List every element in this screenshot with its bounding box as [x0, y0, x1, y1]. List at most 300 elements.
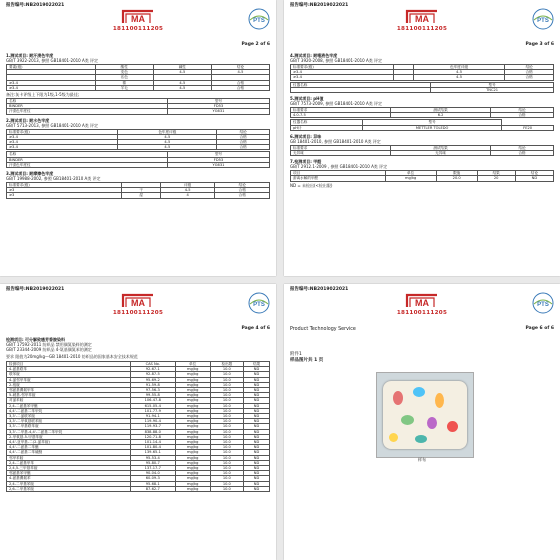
table-cell: 2,4-二甲基苯胺	[7, 481, 131, 486]
result-table	[6, 64, 270, 91]
table-cell: 20	[477, 176, 515, 181]
table-cell: 10.0	[210, 372, 244, 377]
cma-mark-icon	[120, 8, 156, 26]
section-title: 5.测试项目: pH值	[290, 96, 324, 102]
table-cell: 2,4,5-三甲基苯胺	[7, 466, 131, 471]
note: 备注:灰卡评级上下限为1级,1-5级为最佳;	[6, 92, 80, 98]
table-cell: mg/kg	[175, 440, 210, 445]
table-cell: 3,3'-二甲基-4,4'-二氨基二苯甲烷	[7, 429, 131, 434]
table-cell: 4-5	[153, 80, 211, 85]
table-cell: 干	[122, 188, 160, 193]
table-row	[291, 113, 554, 118]
table-cell: ≥3-4	[7, 134, 118, 139]
table-cell: ND	[244, 382, 270, 387]
cma-logo	[108, 292, 168, 316]
table-cell: mg/kg	[175, 398, 210, 403]
table-cell: 120-71-8	[130, 434, 175, 439]
table-cell: 10.0	[210, 440, 244, 445]
table-cell: mg/kg	[175, 429, 210, 434]
table-row	[7, 85, 270, 90]
table-cell: mg/kg	[385, 176, 436, 181]
table-cell: 2,4-二氨基甲苯	[7, 460, 131, 465]
table-cell: 2-甲氧基-5-甲基苯胺	[7, 434, 131, 439]
table-cell: 2,4-二氨基苯甲醚	[7, 403, 131, 408]
item-name: 检测项目: 可分解致癌芳香胺染料	[6, 337, 65, 342]
report-page-2	[0, 0, 276, 276]
table-cell: 4,4'-亚甲基-二(2-氯苯胺)	[7, 440, 131, 445]
svg-text:PTS: PTS	[253, 302, 265, 308]
table-cell: ≥3	[7, 193, 122, 198]
table-cell: 4,4'-二氨基二苯甲烷	[7, 408, 131, 413]
print-motif	[435, 393, 444, 408]
table-cell: 邻甲苯胺	[7, 455, 131, 460]
svg-text:PTS: PTS	[537, 302, 549, 308]
section-title: 2.测试项目: 耐水色牢度	[6, 117, 50, 123]
table-cell: 碱性	[153, 65, 211, 70]
table-cell: 4-5	[153, 70, 211, 75]
table-cell: mg/kg	[175, 377, 210, 382]
table-cell: 色牢度评级	[118, 129, 217, 134]
print-motif	[413, 387, 425, 397]
table-cell: METTLER TOLEDO	[362, 125, 501, 130]
table-cell: 95-53-4	[130, 455, 175, 460]
table-cell: 10.0	[210, 455, 244, 460]
table-cell: TNC21	[431, 87, 554, 92]
table-cell: ND	[244, 440, 270, 445]
table-cell: 106-47-8	[130, 398, 175, 403]
table-cell: 结论	[505, 65, 554, 70]
table-cell: 项目	[291, 171, 386, 176]
table-cell: ND	[244, 460, 270, 465]
table-cell: 10.0	[210, 450, 244, 455]
table-cell: 10.0	[210, 486, 244, 491]
table-row	[291, 176, 554, 181]
table-cell: 119-93-7	[130, 424, 175, 429]
table-cell: 型号	[362, 120, 501, 125]
result-table	[6, 182, 270, 199]
section-title: 4.测试项目: 耐唾液色牢度	[290, 53, 338, 58]
table-cell: 4	[160, 193, 215, 198]
page-body	[6, 50, 270, 200]
table-cell: mg/kg	[175, 476, 210, 481]
table-cell: 4-5	[160, 188, 215, 193]
table-cell: 结论	[491, 145, 554, 150]
pts-logo-icon	[532, 292, 554, 314]
table-cell: mg/kg	[175, 424, 210, 429]
table-cell: 合格	[505, 70, 554, 75]
table-cell: 91-59-8	[130, 382, 175, 387]
table-cell: 邻氨基偶氮甲苯	[7, 388, 131, 393]
table-cell: 无异味	[391, 151, 491, 156]
table-cell: 10.0	[210, 471, 244, 476]
table-cell: FD53	[167, 104, 269, 109]
table-cell: 结果	[477, 171, 515, 176]
table-cell: ND	[244, 398, 270, 403]
cma-mark-icon	[120, 292, 156, 310]
table-cell: 3,3'-二甲氧基联苯胺	[7, 419, 131, 424]
pts-logo-icon	[248, 8, 270, 30]
table-cell: ND	[244, 419, 270, 424]
requirement: 要求 限值为20mg/kg—GB 18401-2010 纺织品的国家基本安全技术规范	[6, 354, 138, 359]
table-cell: ≥3-4	[291, 70, 394, 75]
table-cell: mg/kg	[175, 393, 210, 398]
table-cell: 2-萘胺	[7, 382, 131, 387]
svg-text:PTS: PTS	[253, 18, 265, 24]
table-cell: 139-65-1	[130, 450, 175, 455]
test-method: GB/T 2912.1-2009 , 参照 GB18401-2010 A类 评定	[290, 164, 388, 170]
test-method: GB/T 5713-2013, 参照 GB18401-2010 A类 评定	[6, 122, 98, 128]
table-cell: 6.2	[391, 113, 491, 118]
table-cell: ND	[244, 445, 270, 450]
table-row	[7, 193, 270, 198]
table-cell: ND	[244, 466, 270, 471]
table-cell: 名称	[7, 99, 168, 104]
table-cell: ≥3-4	[7, 85, 96, 90]
table-cell: 游离水解的甲醛	[291, 176, 386, 181]
table-cell: BINDER	[7, 104, 168, 109]
table-cell: 结论	[491, 108, 554, 113]
table-cell: ND	[515, 176, 553, 181]
page-number: Page 6 of 6	[525, 326, 554, 331]
test-method: GB 18401-2010, 参照 GB18401-2010 A类 评定	[290, 138, 381, 144]
table-row	[291, 75, 554, 80]
svg-text:PTS: PTS	[537, 18, 549, 24]
page-number: Page 2 of 6	[241, 42, 270, 47]
test-method: GB/T 3922-2013, 参照 GB18401-2010 A类 评定	[6, 58, 98, 63]
report-page-3	[284, 0, 560, 276]
header-cell: CAS No.	[130, 362, 175, 367]
table-cell: mg/kg	[175, 450, 210, 455]
table-cell: 标准要求(级)	[291, 65, 394, 70]
cma-logo	[108, 8, 168, 32]
table-cell: 测试结果	[391, 145, 491, 150]
table-cell: 10.0	[210, 393, 244, 398]
table-cell: mg/kg	[175, 419, 210, 424]
table-cell: ND	[244, 486, 270, 491]
result-table	[290, 107, 554, 118]
header-cell: 单位	[175, 362, 210, 367]
table-cell: mg/kg	[175, 434, 210, 439]
table-cell: BINDER	[7, 157, 168, 162]
table-cell	[393, 75, 413, 80]
report-number: 报告编号:NB2019022021	[290, 3, 349, 8]
table-cell: mg/kg	[175, 367, 210, 372]
table-cell: 97-56-3	[130, 388, 175, 393]
result-table	[6, 98, 270, 115]
table-cell: 10.0	[210, 382, 244, 387]
table-cell: 92-67-1	[130, 367, 175, 372]
table-cell: 合格	[505, 75, 554, 80]
header-cell: 检测项目	[7, 362, 131, 367]
table-cell: 119-90-4	[130, 419, 175, 424]
table-cell: 合格	[217, 145, 270, 150]
table-cell: 汗渍色牢度仪	[7, 162, 168, 167]
table-cell: 95-68-1	[130, 481, 175, 486]
table-cell: 10.0	[210, 403, 244, 408]
table-cell: 2,6-二甲基苯胺	[7, 486, 131, 491]
table-cell: ND	[244, 471, 270, 476]
table-cell: ND	[244, 377, 270, 382]
table-cell: 结论	[515, 171, 553, 176]
table-cell: 10.0	[210, 481, 244, 486]
pts-logo-icon	[532, 8, 554, 30]
table-cell: 10.0	[210, 388, 244, 393]
table-cell: 4-5	[118, 140, 217, 145]
table-cell: ≥3-4	[291, 75, 394, 80]
table-cell: 10.0	[210, 429, 244, 434]
photo-caption: 样布	[418, 457, 426, 462]
report-number: 报告编号:NB2019022021	[290, 287, 349, 292]
table-cell: 4-5	[413, 75, 505, 80]
table-cell: ND	[244, 367, 270, 372]
table-cell: 95-69-2	[130, 377, 175, 382]
table-cell: 合格	[215, 188, 270, 193]
table-cell: 4-氯邻甲苯胺	[7, 377, 131, 382]
result-table	[290, 145, 554, 156]
azo-table	[6, 361, 270, 492]
table-cell: 无异味	[291, 151, 391, 156]
print-motif	[393, 391, 403, 405]
table-cell: 10.0	[210, 434, 244, 439]
table-row	[7, 486, 270, 491]
table-cell: 4-5	[413, 70, 505, 75]
table-cell: 标准要求	[291, 145, 391, 150]
appendix-block	[290, 352, 323, 364]
table-cell: 邻氨基苯甲醚	[7, 471, 131, 476]
appendix-label: 附件1	[290, 352, 302, 357]
table-cell: 湿	[122, 193, 160, 198]
section-title: 3.测试项目: 耐摩擦色牢度	[6, 171, 54, 177]
table-cell: mg/kg	[175, 382, 210, 387]
table-cell: mg/kg	[175, 466, 210, 471]
table-row	[291, 87, 554, 92]
table-cell: 4-氨基偶氮苯	[7, 476, 131, 481]
result-table	[290, 170, 554, 181]
table-cell: 结论	[211, 65, 269, 70]
table-cell: YG631	[167, 109, 269, 114]
print-motif	[401, 415, 414, 425]
table-cell: 10.0	[210, 408, 244, 413]
table-cell: 合格	[217, 134, 270, 139]
table-cell: 4,4'-二氨基二苯醚	[7, 445, 131, 450]
method-line-1: GB/T 17592-2011 纺织品 禁用偶氮染料的测定	[6, 342, 92, 347]
table-row	[7, 109, 270, 114]
table-cell: 4-氨基联苯	[7, 367, 131, 372]
table-cell: 羊毛	[95, 85, 153, 90]
table-cell: 4-5	[118, 145, 217, 150]
table-cell: 10.0	[210, 398, 244, 403]
table-cell: ≥3-4	[7, 80, 96, 85]
table-cell: 10.0	[210, 460, 244, 465]
table-cell: 棉	[95, 80, 153, 85]
result-table	[6, 129, 270, 151]
table-cell: ND	[244, 429, 270, 434]
table-cell: 型号	[167, 99, 269, 104]
table-cell: 10.0	[210, 377, 244, 382]
table-cell: 90-04-0	[130, 471, 175, 476]
table-cell: 91-94-1	[130, 414, 175, 419]
table-cell: mg/kg	[175, 403, 210, 408]
table-cell: 结论	[217, 129, 270, 134]
result-table	[6, 151, 270, 168]
table-cell: 92-87-5	[130, 372, 175, 377]
table-cell: 色牢度评级	[413, 65, 505, 70]
table-cell: ND	[244, 424, 270, 429]
report-page-4	[0, 284, 276, 560]
service-name: Product Technology Service	[290, 327, 356, 332]
cma-logo	[392, 292, 452, 316]
section-title: 1.测试项目: 耐汗渍色牢度	[6, 53, 54, 58]
table-cell: mg/kg	[175, 388, 210, 393]
table-cell: 限值	[436, 171, 477, 176]
table-cell: 60-09-3	[130, 476, 175, 481]
table-cell: 838-88-0	[130, 429, 175, 434]
table-cell: 汗渍色牢度仪	[7, 109, 168, 114]
cma-number: 181100111205	[112, 26, 164, 32]
print-motif	[389, 433, 398, 442]
table-row	[291, 151, 554, 156]
table-cell: 仪器名称	[291, 120, 363, 125]
test-method: GB/T 3920-2008, 参照 GB18401-2010 A类 评定	[290, 58, 382, 63]
table-row	[291, 125, 554, 130]
sample-photo	[376, 372, 474, 458]
table-cell: mg/kg	[175, 486, 210, 491]
result-table	[290, 64, 554, 81]
result-table	[290, 82, 554, 93]
table-cell: mg/kg	[175, 445, 210, 450]
table-cell: 10.0	[210, 414, 244, 419]
table-cell: mg/kg	[175, 481, 210, 486]
table-cell: 对氯苯胺	[7, 398, 131, 403]
table-cell: ND	[244, 476, 270, 481]
table-cell: 615-05-4	[130, 403, 175, 408]
table-cell: 标准要求	[291, 108, 391, 113]
table-cell: 要素(级)	[7, 65, 96, 70]
table-cell: ND	[244, 450, 270, 455]
photo-title: 样品图片共 1 页	[290, 358, 324, 363]
table-cell: 5-硝基-邻甲苯胺	[7, 393, 131, 398]
cma-number: 181100111205	[112, 310, 164, 316]
table-row	[7, 162, 270, 167]
table-cell: 10.0	[210, 445, 244, 450]
page-number: Page 4 of 6	[241, 326, 270, 331]
table-cell: mg/kg	[175, 460, 210, 465]
page-number: Page 3 of 6	[525, 42, 554, 47]
table-cell: ≥3-4	[7, 145, 118, 150]
svg-text:MA: MA	[131, 14, 145, 24]
table-cell: 10.0	[210, 476, 244, 481]
table-cell: 4-5	[118, 134, 217, 139]
table-cell: 10.0	[210, 424, 244, 429]
cma-mark-icon	[404, 8, 440, 26]
pts-logo-icon	[248, 292, 270, 314]
table-cell: mg/kg	[175, 408, 210, 413]
report-number: 报告编号:NB2019022021	[6, 287, 65, 292]
table-cell: 合格	[211, 85, 269, 90]
table-cell: 合格	[491, 151, 554, 156]
note: ND = 未检出(<检出限)	[290, 182, 333, 188]
table-cell: ND	[244, 403, 270, 408]
table-cell: ND	[244, 372, 270, 377]
table-cell: ≥3-4	[7, 140, 118, 145]
table-cell: 沾色	[95, 75, 153, 80]
cma-mark-icon	[404, 292, 440, 310]
print-motif	[447, 421, 458, 432]
table-cell: ND	[244, 388, 270, 393]
table-cell: ND	[244, 455, 270, 460]
test-method: GB/T 7573-2009, 参照 GB18401-2010 A类 评定	[290, 101, 382, 107]
header-cell: 结果	[244, 362, 270, 367]
table-cell: 3,3'-二甲基联苯胺	[7, 424, 131, 429]
table-cell: 10.0	[210, 466, 244, 471]
svg-text:MA: MA	[415, 14, 429, 24]
table-cell: ND	[244, 408, 270, 413]
table-cell: 酸性	[95, 65, 153, 70]
table-cell: 合格	[217, 140, 270, 145]
table-cell: 4.0-7.5	[291, 113, 391, 118]
table-cell: ND	[244, 481, 270, 486]
table-cell: 评级	[160, 183, 215, 188]
table-cell: 结论	[215, 183, 270, 188]
report-page-6	[284, 284, 560, 560]
test-method: GB/T 19988-2002, 参照 GB18401-2010 A类 评定	[6, 176, 101, 182]
table-row	[7, 145, 270, 150]
table-cell: YG631	[167, 162, 269, 167]
table-cell: 95-80-7	[130, 460, 175, 465]
table-cell: 87-62-7	[130, 486, 175, 491]
table-cell: pH计	[291, 125, 363, 130]
page-body	[290, 50, 554, 188]
table-cell: 标准要求(级)	[7, 183, 122, 188]
table-cell: 101-80-4	[130, 445, 175, 450]
table-cell: 4-5	[153, 85, 211, 90]
report-number: 报告编号:NB2019022021	[6, 3, 65, 8]
cma-logo	[392, 8, 452, 32]
table-cell: ND	[244, 434, 270, 439]
svg-text:MA: MA	[131, 298, 145, 308]
result-table	[290, 119, 554, 130]
table-cell: 4-5	[211, 70, 269, 75]
cma-number: 181100111205	[396, 26, 448, 32]
table-cell: mg/kg	[175, 455, 210, 460]
print-motif	[415, 435, 427, 443]
table-cell: 3,3'-二氯联苯胺	[7, 414, 131, 419]
table-cell: 101-77-9	[130, 408, 175, 413]
table-cell: 变色	[95, 70, 153, 75]
section-title: 7.检测项目: 甲醛	[290, 159, 322, 165]
table-cell: 联苯胺	[7, 372, 131, 377]
table-cell: 单位	[385, 171, 436, 176]
table-cell: 合格	[215, 193, 270, 198]
table-cell: 20.0	[436, 176, 477, 181]
table-cell	[291, 87, 431, 92]
table-cell: 10.0	[210, 367, 244, 372]
method-line-2: GB/T 23344-2009 纺织品 4-氨基偶氮苯的测定	[6, 347, 92, 352]
table-cell: ≥3	[7, 188, 122, 193]
table-cell: ND	[244, 414, 270, 419]
table-cell: ND	[244, 393, 270, 398]
table-cell: FD53	[167, 157, 269, 162]
table-cell: mg/kg	[175, 414, 210, 419]
blanket-image	[383, 381, 467, 449]
table-cell: 101-14-4	[130, 440, 175, 445]
table-cell: 型号	[431, 82, 554, 87]
table-cell: 名称	[7, 152, 168, 157]
table-cell: 测试结果	[391, 108, 491, 113]
header-cell: 检出限	[210, 362, 244, 367]
table-cell: 合格	[211, 80, 269, 85]
table-cell: mg/kg	[175, 471, 210, 476]
